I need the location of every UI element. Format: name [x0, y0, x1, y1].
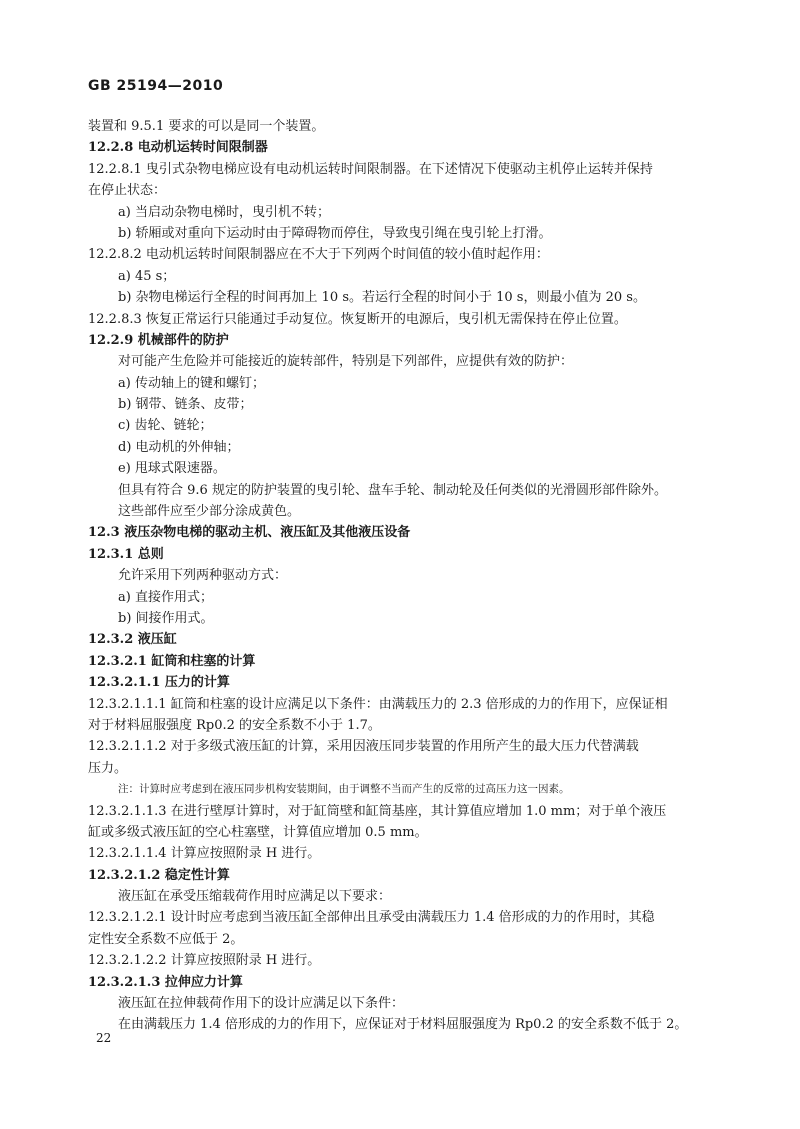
text-line: 装置和 9.5.1 要求的可以是同一个装置。	[88, 119, 325, 134]
text-line: a) 45 s；	[118, 268, 176, 284]
text-line: 液压缸在承受压缩载荷作用时应满足以下要求：	[118, 889, 392, 905]
text-line: 缸或多级式液压缸的空心柱塞壁，计算值应增加 0.5 mm。	[88, 824, 428, 840]
text-line: 在由满载压力 1.4 倍形成的力的作用下，应保证对于材料屈服强度为 Rp0.2 的安全系数不低于 2。	[118, 1017, 688, 1033]
text-line: 允许采用下列两种驱动方式：	[118, 568, 288, 584]
text-line: 这些部件应至少部分涂成黄色。	[118, 504, 301, 520]
text-line: a) 当启动杂物电梯时，曳引机不转；	[118, 204, 330, 220]
section-heading: 12.3.1 总则	[88, 546, 164, 562]
text-line: d) 电动机的外伸轴；	[118, 439, 240, 455]
section-heading: 12.3.2.1 缸筒和柱塞的计算	[88, 653, 256, 669]
text-line: 12.3.2.1.1.2 对于多级式液压缸的计算，采用因液压同步装置的作用所产生的最大压力代替满载	[88, 739, 639, 755]
section-heading: 12.3.2.1.1 压力的计算	[88, 675, 230, 691]
text-line: a) 传动轴上的键和螺钉；	[118, 375, 265, 391]
standard-code-header: GB 25194—2010	[88, 78, 224, 94]
text-line: 12.3.2.1.1.4 计算应按照附录 H 进行。	[88, 846, 321, 862]
section-heading: 12.3.2.1.2 稳定性计算	[88, 867, 230, 883]
text-line: b) 钢带、链条、皮带；	[118, 397, 253, 413]
text-line: e) 甩球式限速器。	[118, 461, 226, 477]
page-number: 22	[96, 1031, 112, 1045]
section-heading: 12.2.8 电动机运转时间限制器	[88, 140, 268, 156]
section-heading: 12.3.2 液压缸	[88, 632, 177, 648]
text-line: 液压缸在拉伸载荷作用下的设计应满足以下条件：	[118, 996, 405, 1012]
text-line: 定性安全系数不应低于 2。	[88, 931, 244, 947]
text-line: 对于材料屈服强度 Rp0.2 的安全系数不小于 1.7。	[88, 717, 381, 733]
text-line: c) 齿轮、链轮；	[118, 418, 213, 434]
text-line: b) 间接作用式。	[118, 610, 214, 626]
text-line: 12.2.8.3 恢复正常运行只能通过手动复位。恢复断开的电源后，曳引机无需保持在停止位置。	[88, 311, 627, 327]
text-line: 12.3.2.1.2.1 设计时应考虑到当液压缸全部伸出且承受由满载压力 1.4 倍形成的力的作用时，其稳	[88, 910, 655, 926]
section-heading: 12.2.9 机械部件的防护	[88, 332, 229, 348]
text-line: 12.2.8.2 电动机运转时间限制器应在不大于下列两个时间值的较小值时起作用：	[88, 247, 549, 263]
document-body	[88, 116, 718, 1036]
text-line: 在停止状态：	[88, 183, 167, 199]
text-line: 但具有符合 9.6 规定的防护装置的曳引轮、盘车手轮、制动轮及任何类似的光滑圆形部件除外。	[118, 482, 667, 498]
note-line: 注：计算时应考虑到在液压同步机构安装期间，由于调整不当而产生的反常的过高压力这一因素。	[118, 783, 570, 796]
text-line: b) 杂物电梯运行全程的时间再加上 10 s。若运行全程的时间小于 10 s，则最小值为 20 s。	[118, 290, 646, 306]
text-line: 对可能产生危险并可能接近的旋转部件，特别是下列部件，应提供有效的防护：	[118, 354, 574, 370]
text-line: 12.3.2.1.2.2 计算应按照附录 H 进行。	[88, 953, 321, 969]
text-line: 12.2.8.1 曳引式杂物电梯应设有电动机运转时间限制器。在下述情况下使驱动主机停止运转并保持	[88, 161, 653, 177]
text-line: a) 直接作用式；	[118, 589, 213, 605]
text-line: b) 轿厢或对重向下运动时由于障碍物而停住，导致曳引绳在曳引轮上打滑。	[118, 225, 552, 241]
text-line: 压力。	[88, 760, 128, 776]
section-heading: 12.3 液压杂物电梯的驱动主机、液压缸及其他液压设备	[88, 525, 411, 541]
text-line: 12.3.2.1.1.1 缸筒和柱塞的设计应满足以下条件：由满载压力的 2.3 倍形成的力的作用下，应保证相	[88, 696, 668, 712]
text-line: 12.3.2.1.1.3 在进行壁厚计算时，对于缸筒壁和缸筒基座，其计算值应增加 1.0 mm；对于单个液压	[88, 803, 667, 819]
section-heading: 12.3.2.1.3 拉伸应力计算	[88, 974, 243, 990]
